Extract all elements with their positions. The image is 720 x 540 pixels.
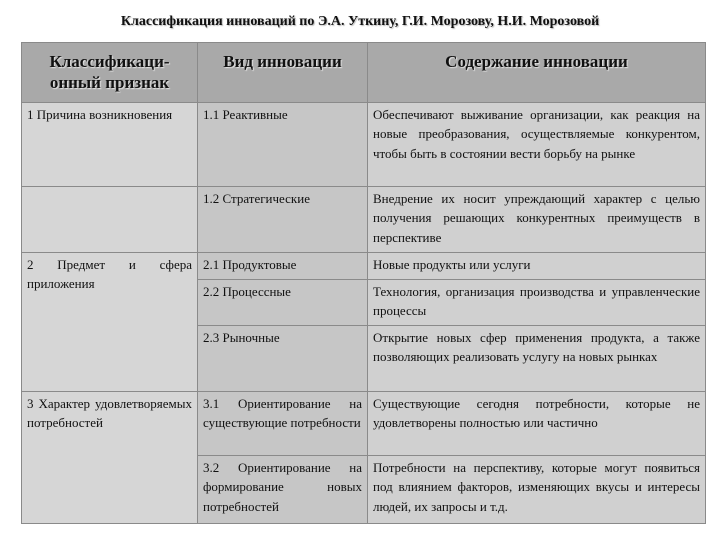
content-cell: Внедрение их носит упреждающий характер с целью получения решающих конкурентных преимуществ в перспективе [368, 186, 706, 252]
category-cell: 2 Предмет и сфера приложения [22, 252, 198, 391]
type-cell: 3.2 Ориентирование на формирование новых потребностей [198, 455, 368, 523]
content-cell: Новые продукты или услуги [368, 252, 706, 279]
content-cell: Потребности на перспективу, которые могут появиться под влиянием факторов, изменяющих вкусы и интересы людей, их запросы и т.д. [368, 455, 706, 523]
header-innovation-content: Содержание инновации [368, 43, 706, 103]
table-header-row [22, 43, 706, 103]
header-innovation-type: Вид инновации [198, 43, 368, 103]
innovation-classification-table [21, 42, 706, 524]
type-cell: 1.1 Реактивные [198, 102, 368, 186]
content-cell: Открытие новых сфер применения продукта, а также позволяющих реализовать услугу на новых рынках [368, 325, 706, 391]
type-cell: 2.1 Продуктовые [198, 252, 368, 279]
content-cell: Существующие сегодня потребности, которые не удовлетворены полностью или частично [368, 391, 706, 455]
document-title: Классификация инноваций по Э.А. Уткину, Г.И. Морозову, Н.И. Морозовой [120, 14, 600, 29]
table-row [22, 391, 706, 455]
content-cell: Обеспечивают выживание организации, как реакция на новые преобразования, осуществляемые конкурентом, чтобы быть в состоянии вести борьбу на рынке [368, 102, 706, 186]
type-cell: 2.2 Процессные [198, 279, 368, 325]
header-classification-criterion: Классификаци-онный признак [22, 43, 198, 103]
category-cell: 3 Характер удовлетворяемых потребностей [22, 391, 198, 523]
type-cell: 1.2 Стратегические [198, 186, 368, 252]
content-cell: Технология, организация производства и управленческие процессы [368, 279, 706, 325]
table-row [22, 186, 706, 252]
table-row [22, 252, 706, 279]
type-cell: 3.1 Ориентирование на существующие потребности [198, 391, 368, 455]
table-row [22, 102, 706, 186]
type-cell: 2.3 Рыночные [198, 325, 368, 391]
category-cell: 1 Причина возникновения [22, 102, 198, 186]
category-cell-continuation [22, 186, 198, 252]
